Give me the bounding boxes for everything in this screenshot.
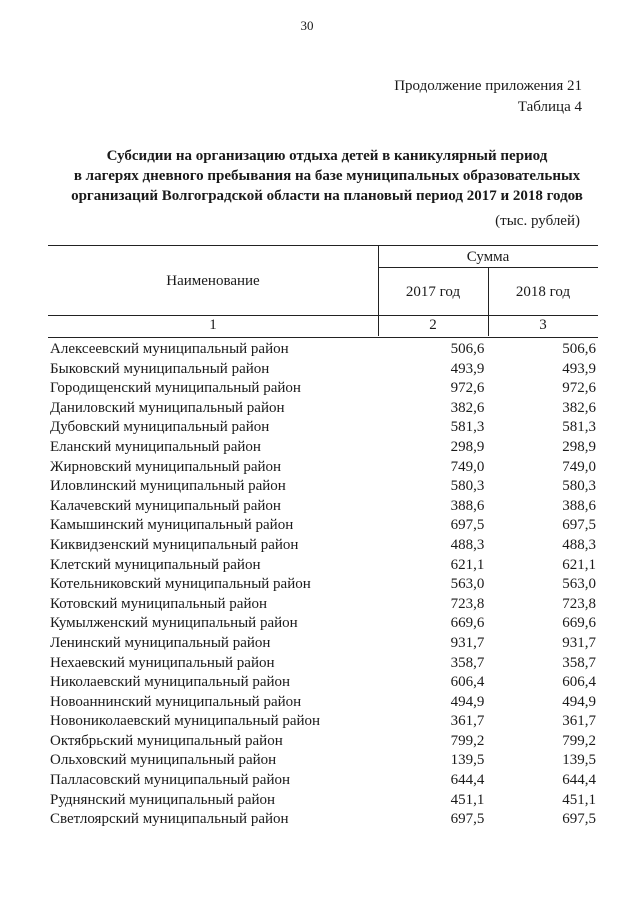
table-row — [48, 732, 598, 752]
table-row — [48, 418, 598, 438]
district-name: Даниловский муниципальный район — [50, 399, 285, 416]
amount-2017: 493,9 — [450, 360, 485, 377]
amount-2017: 931,7 — [450, 634, 485, 651]
title-line: Субсидии на организацию отдыха детей в каникулярный период — [106, 148, 548, 164]
amount-2017: 563,0 — [450, 576, 485, 593]
district-name: Руднянский муниципальный район — [50, 791, 276, 808]
header-year-2018: 2018 год — [515, 284, 571, 300]
table-row — [48, 810, 598, 830]
amount-2017: 580,3 — [450, 478, 485, 495]
amount-2018: 382,6 — [562, 399, 596, 416]
amount-2017: 451,1 — [450, 791, 485, 808]
header-divider — [488, 268, 489, 336]
amount-2017: 581,3 — [450, 419, 485, 436]
table-row — [48, 614, 598, 634]
amount-2018: 621,1 — [562, 556, 596, 573]
table-row — [48, 634, 598, 654]
district-name: Быковский муниципальный район — [50, 360, 270, 377]
amount-2018: 723,8 — [562, 595, 596, 612]
header-name: Наименование — [166, 272, 260, 289]
district-name: Октябрьский муниципальный район — [50, 732, 283, 749]
amount-2018: 494,9 — [562, 693, 596, 710]
title-line: организаций Волгоградской области на плановый период 2017 и 2018 годов — [71, 188, 583, 204]
district-name: Иловлинский муниципальный район — [50, 478, 286, 495]
district-name: Ольховский муниципальный район — [50, 752, 277, 769]
amount-2017: 298,9 — [450, 438, 485, 455]
district-name: Алексеевский муниципальный район — [50, 341, 289, 357]
header-divider — [378, 267, 598, 268]
amount-2018: 581,3 — [562, 419, 596, 436]
amount-2017: 644,4 — [450, 772, 485, 789]
district-name: Еланский муниципальный район — [50, 438, 261, 455]
units-note: (тыс. рублей) — [495, 213, 580, 229]
amount-2018: 931,7 — [562, 634, 596, 651]
title-line: в лагерях дневного пребывания на базе муниципальных образовательных — [73, 168, 581, 184]
amount-2018: 799,2 — [562, 732, 596, 749]
amount-2018: 361,7 — [562, 713, 596, 730]
amount-2018: 972,6 — [562, 380, 596, 397]
amount-2017: 388,6 — [450, 497, 485, 514]
table-row — [48, 575, 598, 595]
district-name: Палласовский муниципальный район — [50, 772, 290, 789]
table-row — [48, 712, 598, 732]
amount-2017: 697,5 — [450, 517, 485, 534]
district-name: Николаевский муниципальный район — [50, 674, 291, 691]
amount-2018: 506,6 — [562, 341, 596, 357]
amount-2018: 697,5 — [562, 811, 596, 828]
page-number: 30 — [300, 18, 314, 33]
table-row — [48, 556, 598, 576]
table-row — [48, 791, 598, 811]
amount-2017: 361,7 — [450, 713, 485, 730]
district-name: Калачевский муниципальный район — [50, 497, 281, 514]
district-name: Клетский муниципальный район — [50, 556, 261, 573]
district-name: Котовский муниципальный район — [50, 595, 268, 612]
amount-2017: 799,2 — [450, 732, 485, 749]
amount-2017: 139,5 — [450, 752, 485, 769]
document-title — [40, 146, 614, 206]
amount-2018: 580,3 — [562, 478, 596, 495]
table-row — [48, 477, 598, 497]
amount-2018: 388,6 — [562, 497, 596, 514]
subsidy-table — [48, 245, 598, 830]
table-body — [48, 340, 598, 830]
amount-2018: 139,5 — [562, 752, 596, 769]
amount-2017: 621,1 — [450, 556, 485, 573]
district-name: Городищенский муниципальный район — [50, 380, 301, 397]
table-number: Таблица 4 — [517, 99, 582, 115]
table-row — [48, 654, 598, 674]
header-divider — [48, 315, 598, 316]
table-row — [48, 516, 598, 536]
table-row — [48, 595, 598, 615]
district-name: Новоаннинский муниципальный район — [50, 693, 302, 710]
amount-2018: 563,0 — [562, 576, 596, 593]
table-row — [48, 771, 598, 791]
district-name: Кумылженский муниципальный район — [50, 615, 298, 632]
district-name: Киквидзенский муниципальный район — [50, 536, 299, 553]
amount-2017: 506,6 — [450, 341, 485, 357]
header-sum: Сумма — [466, 249, 510, 265]
amount-2018: 749,0 — [562, 458, 596, 475]
district-name: Светлоярский муниципальный район — [50, 811, 289, 828]
header-year-2017: 2017 год — [405, 284, 461, 300]
table-row — [48, 497, 598, 517]
amount-2017: 382,6 — [450, 399, 485, 416]
table-row — [48, 458, 598, 478]
amount-2018: 298,9 — [562, 438, 596, 455]
amount-2018: 488,3 — [562, 536, 596, 553]
amount-2017: 488,3 — [450, 536, 485, 553]
amount-2017: 972,6 — [450, 380, 485, 397]
amount-2017: 697,5 — [450, 811, 485, 828]
amount-2017: 358,7 — [450, 654, 485, 671]
appendix-caption — [394, 76, 582, 118]
column-number-1: 1 — [209, 317, 217, 333]
amount-2017: 749,0 — [450, 458, 485, 475]
column-number-3: 3 — [539, 317, 547, 333]
table-row — [48, 399, 598, 419]
amount-2018: 644,4 — [562, 772, 596, 789]
column-number-2: 2 — [429, 317, 437, 333]
district-name: Новониколаевский муниципальный район — [50, 713, 321, 730]
table-row — [48, 340, 598, 360]
amount-2017: 669,6 — [450, 615, 485, 632]
district-name: Котельниковский муниципальный район — [50, 576, 311, 593]
amount-2017: 606,4 — [450, 674, 485, 691]
amount-2018: 451,1 — [562, 791, 596, 808]
amount-2017: 494,9 — [450, 693, 485, 710]
amount-2018: 697,5 — [562, 517, 596, 534]
table-row — [48, 673, 598, 693]
table-row — [48, 693, 598, 713]
table-row — [48, 379, 598, 399]
district-name: Нехаевский муниципальный район — [50, 654, 275, 671]
table-header — [48, 245, 598, 338]
amount-2018: 358,7 — [562, 654, 596, 671]
appendix-line: Продолжение приложения 21 — [394, 78, 582, 94]
table-row — [48, 438, 598, 458]
table-row — [48, 751, 598, 771]
district-name: Камышинский муниципальный район — [50, 517, 294, 534]
header-divider — [378, 246, 379, 336]
amount-2018: 606,4 — [562, 674, 596, 691]
table-row — [48, 360, 598, 380]
amount-2017: 723,8 — [450, 595, 485, 612]
table-row — [48, 536, 598, 556]
district-name: Ленинский муниципальный район — [50, 634, 271, 651]
amount-2018: 493,9 — [562, 360, 596, 377]
district-name: Жирновский муниципальный район — [50, 458, 282, 475]
district-name: Дубовский муниципальный район — [50, 419, 270, 436]
amount-2018: 669,6 — [562, 615, 596, 632]
